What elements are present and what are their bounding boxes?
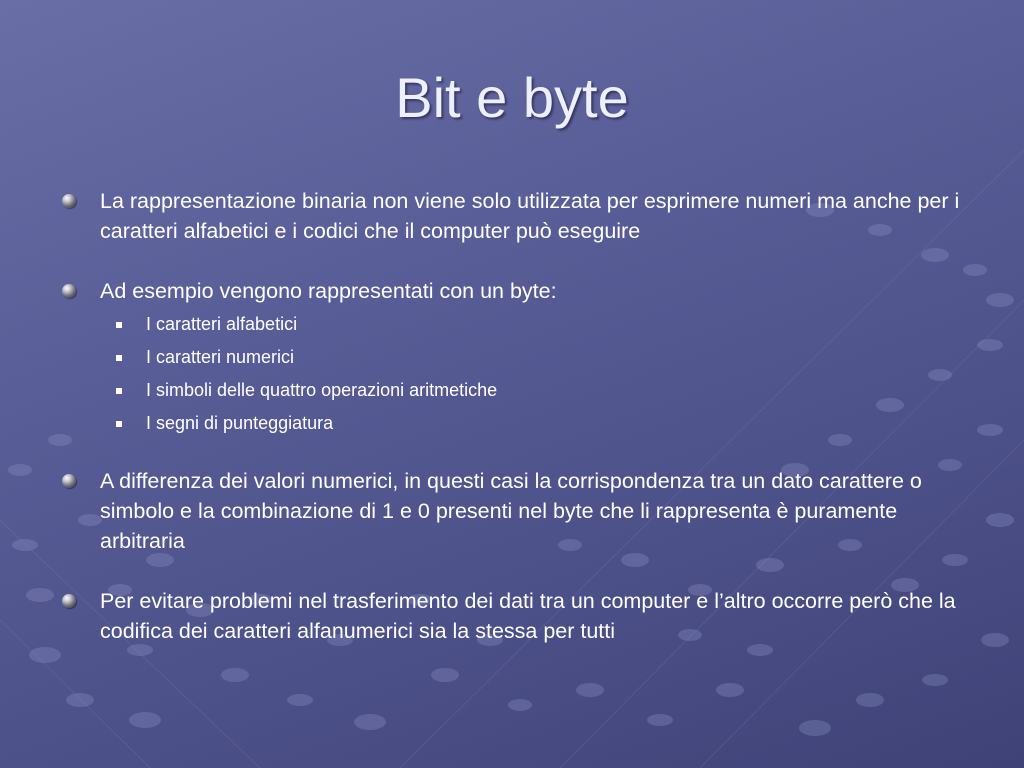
sub-bullet-text: I segni di punteggiatura — [146, 413, 334, 433]
sphere-bullet-icon — [62, 594, 76, 608]
bullet-text: A differenza dei valori numerici, in questi casi la corrispondenza tra un dato carattere o simbolo e la combinazione di 1 e 0 presenti nel byte che li rappresenta è puramente arbitraria — [100, 469, 922, 553]
sub-bullet-text: I simboli delle quattro operazioni aritmetiche — [146, 380, 498, 400]
sub-bullet-item — [100, 374, 980, 407]
sphere-bullet-icon — [62, 284, 76, 298]
square-bullet-icon — [116, 355, 122, 361]
sphere-bullet-icon — [62, 474, 76, 488]
sub-bullet-item — [100, 308, 980, 341]
bullet-list — [60, 186, 980, 676]
sub-bullet-item — [100, 407, 980, 440]
square-bullet-icon — [116, 421, 122, 427]
square-bullet-icon — [116, 322, 122, 328]
sub-bullet-item — [100, 341, 980, 374]
bullet-item — [60, 466, 980, 556]
sub-bullet-list — [100, 308, 980, 440]
square-bullet-icon — [116, 388, 122, 394]
bullet-text: Ad esempio vengono rappresentati con un byte: — [100, 279, 557, 303]
bullet-text: La rappresentazione binaria non viene solo utilizzata per esprimere numeri ma anche per i caratteri alfabetici e i codici che il computer può eseguire — [100, 189, 960, 243]
sub-bullet-text: I caratteri numerici — [146, 347, 295, 367]
sphere-bullet-icon — [62, 194, 76, 208]
slide-title: Bit e byte — [395, 66, 629, 129]
bullet-item — [60, 586, 980, 646]
bullet-text: Per evitare problemi nel trasferimento dei dati tra un computer e l’altro occorre però che la codifica dei caratteri alfanumerici sia la stessa per tutti — [100, 589, 956, 643]
sub-bullet-text: I caratteri alfabetici — [146, 314, 298, 334]
bullet-item — [60, 186, 980, 246]
bullet-item — [60, 276, 980, 440]
